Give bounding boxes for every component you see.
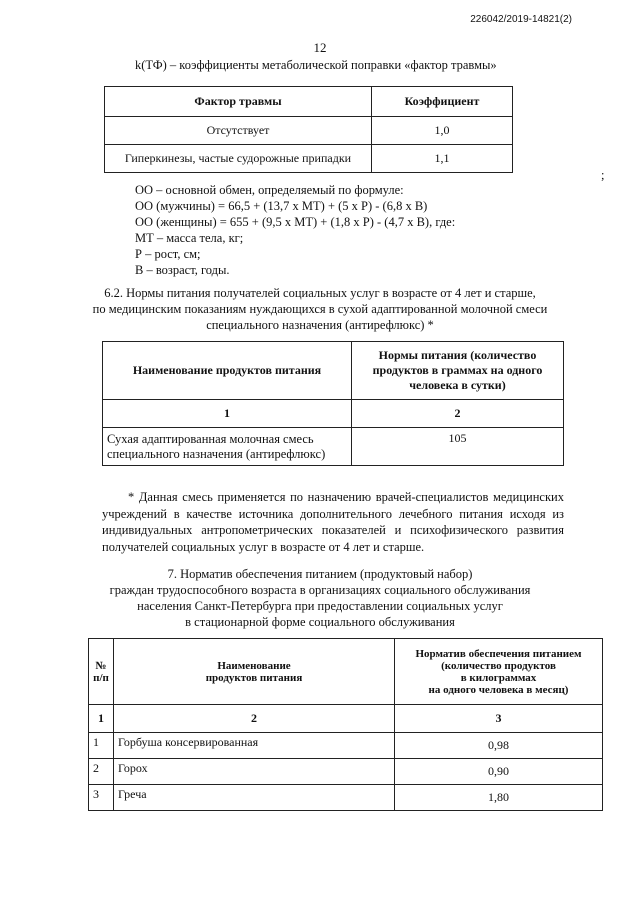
infant-formula-table <box>102 341 564 466</box>
table-cell: 3 <box>89 785 114 811</box>
table-row <box>105 145 513 173</box>
section-6-2-title: по медицинским показаниям нуждающихся в сухой адаптированной молочной смеси <box>92 302 548 316</box>
trauma-header-factor: Фактор травмы <box>105 87 372 117</box>
document-id: 226042/2019-14821(2) <box>470 14 572 25</box>
table-cell: Горбуша консервированная <box>114 733 395 759</box>
table-cell: Сухая адаптированная молочная смесь специального назначения (антирефлюкс) <box>103 428 352 466</box>
header-product-name: Наименование продуктов питания <box>114 639 395 705</box>
table-row <box>89 759 603 785</box>
table-cell: Греча <box>114 785 395 811</box>
trauma-header-coefficient: Коэффициент <box>372 87 513 117</box>
formula-line: МТ – масса тела, кг; <box>135 231 244 245</box>
section-7-title: граждан трудоспособного возраста в организациях социального обслуживания <box>109 583 531 597</box>
section-7-title: в стационарной форме социального обслуживания <box>185 615 455 629</box>
formula-header-name: Наименование продуктов питания <box>103 342 352 400</box>
formula-line: ОО (мужчины) = 66,5 + (13,7 х МТ) + (5 х Р) - (6,8 х В) <box>135 199 428 213</box>
column-number: 3 <box>395 705 603 733</box>
header-number: № п/п <box>89 639 114 705</box>
column-number: 1 <box>89 705 114 733</box>
ktf-description: k(ТФ) – коэффициенты метаболической поправки «фактор травмы» <box>135 58 497 72</box>
stray-semicolon: ; <box>601 168 605 182</box>
column-number: 1 <box>103 400 352 428</box>
table-row <box>89 785 603 811</box>
column-number: 2 <box>114 705 395 733</box>
section-6-2-title: 6.2. Нормы питания получателей социальных услуг в возрасте от 4 лет и старше, <box>104 286 536 300</box>
table-row <box>103 428 564 466</box>
food-norms-table <box>88 638 603 811</box>
table-row <box>89 733 603 759</box>
table-cell: 1,80 <box>395 785 603 811</box>
formula-line: ОО (женщины) = 655 + (9,5 х МТ) + (1,8 х Р) - (4,7 х В), где: <box>135 215 456 229</box>
header-norm: Норматив обеспечения питанием (количество продуктов в килограммах на одного человека в месяц) <box>395 639 603 705</box>
footnote: * Данная смесь применяется по назначению врачей-специалистов медицинских учреждений в качестве источника дополнительного лечебного питания исходя из индивидуальных антропометрических показателей и психофизического развития получателей социальных услуг в возрасте от 4 лет и старше. <box>102 490 564 554</box>
table-cell: 1 <box>89 733 114 759</box>
table-cell: Отсутствует <box>105 117 372 145</box>
table-cell: 0,90 <box>395 759 603 785</box>
section-7-title: 7. Норматив обеспечения питанием (продуктовый набор) <box>167 567 473 581</box>
table-cell: 1,0 <box>372 117 513 145</box>
table-cell: 1,1 <box>372 145 513 173</box>
page-number: 12 <box>313 40 327 55</box>
trauma-factor-table <box>104 86 513 173</box>
formula-line: В – возраст, годы. <box>135 263 230 277</box>
column-number: 2 <box>352 400 564 428</box>
table-cell: 105 <box>352 428 564 466</box>
table-cell: Горох <box>114 759 395 785</box>
formula-line: Р – рост, см; <box>135 247 201 261</box>
table-cell: 2 <box>89 759 114 785</box>
table-row <box>105 117 513 145</box>
formula-line: ОО – основной обмен, определяемый по формуле: <box>135 183 404 197</box>
table-cell: 0,98 <box>395 733 603 759</box>
table-cell: Гиперкинезы, частые судорожные припадки <box>105 145 372 173</box>
section-7-title: населения Санкт-Петербурга при предоставлении социальных услуг <box>137 599 503 613</box>
section-6-2-title: специального назначения (антирефлюкс) * <box>206 318 434 332</box>
formula-header-norm: Нормы питания (количество продуктов в граммах на одного человека в сутки) <box>352 342 564 400</box>
